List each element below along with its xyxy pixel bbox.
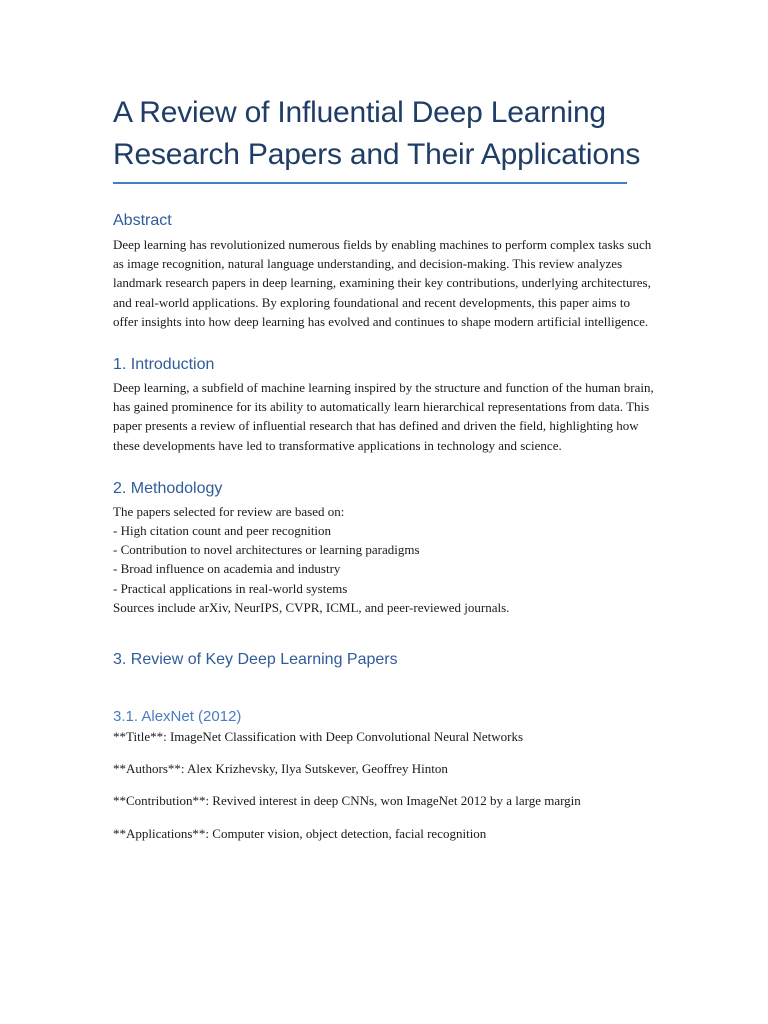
introduction-text: Deep learning, a subfield of machine learning inspired by the structure and function of the human brain, has gained prominence for its ability to automatically learn hierarchical representations from data. This paper presents a review of influential research that has defined and driven the field, highlighting how these developments have led to transformative applications in technology and science. [113,380,654,453]
document-title: A Review of Influential Deep Learning Research Papers and Their Applications [113,96,641,171]
criteria-item: - High citation count and peer recognition [113,523,332,539]
alexnet-heading: 3.1. AlexNet (2012) [113,708,242,726]
methodology-heading: 2. Methodology [113,479,223,497]
criteria-item: - Practical applications in real-world systems [113,580,348,596]
alexnet-authors-line: **Authors**: Alex Krizhevsky, Ilya Sutskever, Geoffrey Hinton [113,761,448,777]
review-heading: 3. Review of Key Deep Learning Papers [113,651,398,669]
alexnet-title-line: **Title**: ImageNet Classification with Deep Convolutional Neural Networks [113,729,524,745]
abstract-text: Deep learning has revolutionized numerous fields by enabling machines to perform complex tasks such as image recognition, natural language understanding, and decision-making. This review analyzes landmark research papers in deep learning, examining their key contributions, underlying architectures, and real-world applications. By exploring foundational and recent developments, this paper aims to offer insights into how deep learning has evolved and continues to shape modern artificial intelligence. [113,237,652,329]
methodology-sources: Sources include arXiv, NeurIPS, CVPR, ICML, and peer-reviewed journals. [113,599,510,615]
alexnet-applications-line: **Applications**: Computer vision, object detection, facial recognition [113,825,487,841]
abstract-heading: Abstract [113,212,172,229]
alexnet-contribution-line: **Contribution**: Revived interest in deep CNNs, won ImageNet 2012 by a large margin [113,793,581,809]
criteria-item: - Contribution to novel architectures or learning paradigms [113,542,420,558]
introduction-heading: 1. Introduction [113,356,215,374]
methodology-text [113,502,655,617]
document-page [113,92,655,843]
title-underline [113,182,627,184]
criteria-item: - Broad influence on academia and industry [113,561,341,577]
methodology-intro: The papers selected for review are based on: [113,503,345,519]
